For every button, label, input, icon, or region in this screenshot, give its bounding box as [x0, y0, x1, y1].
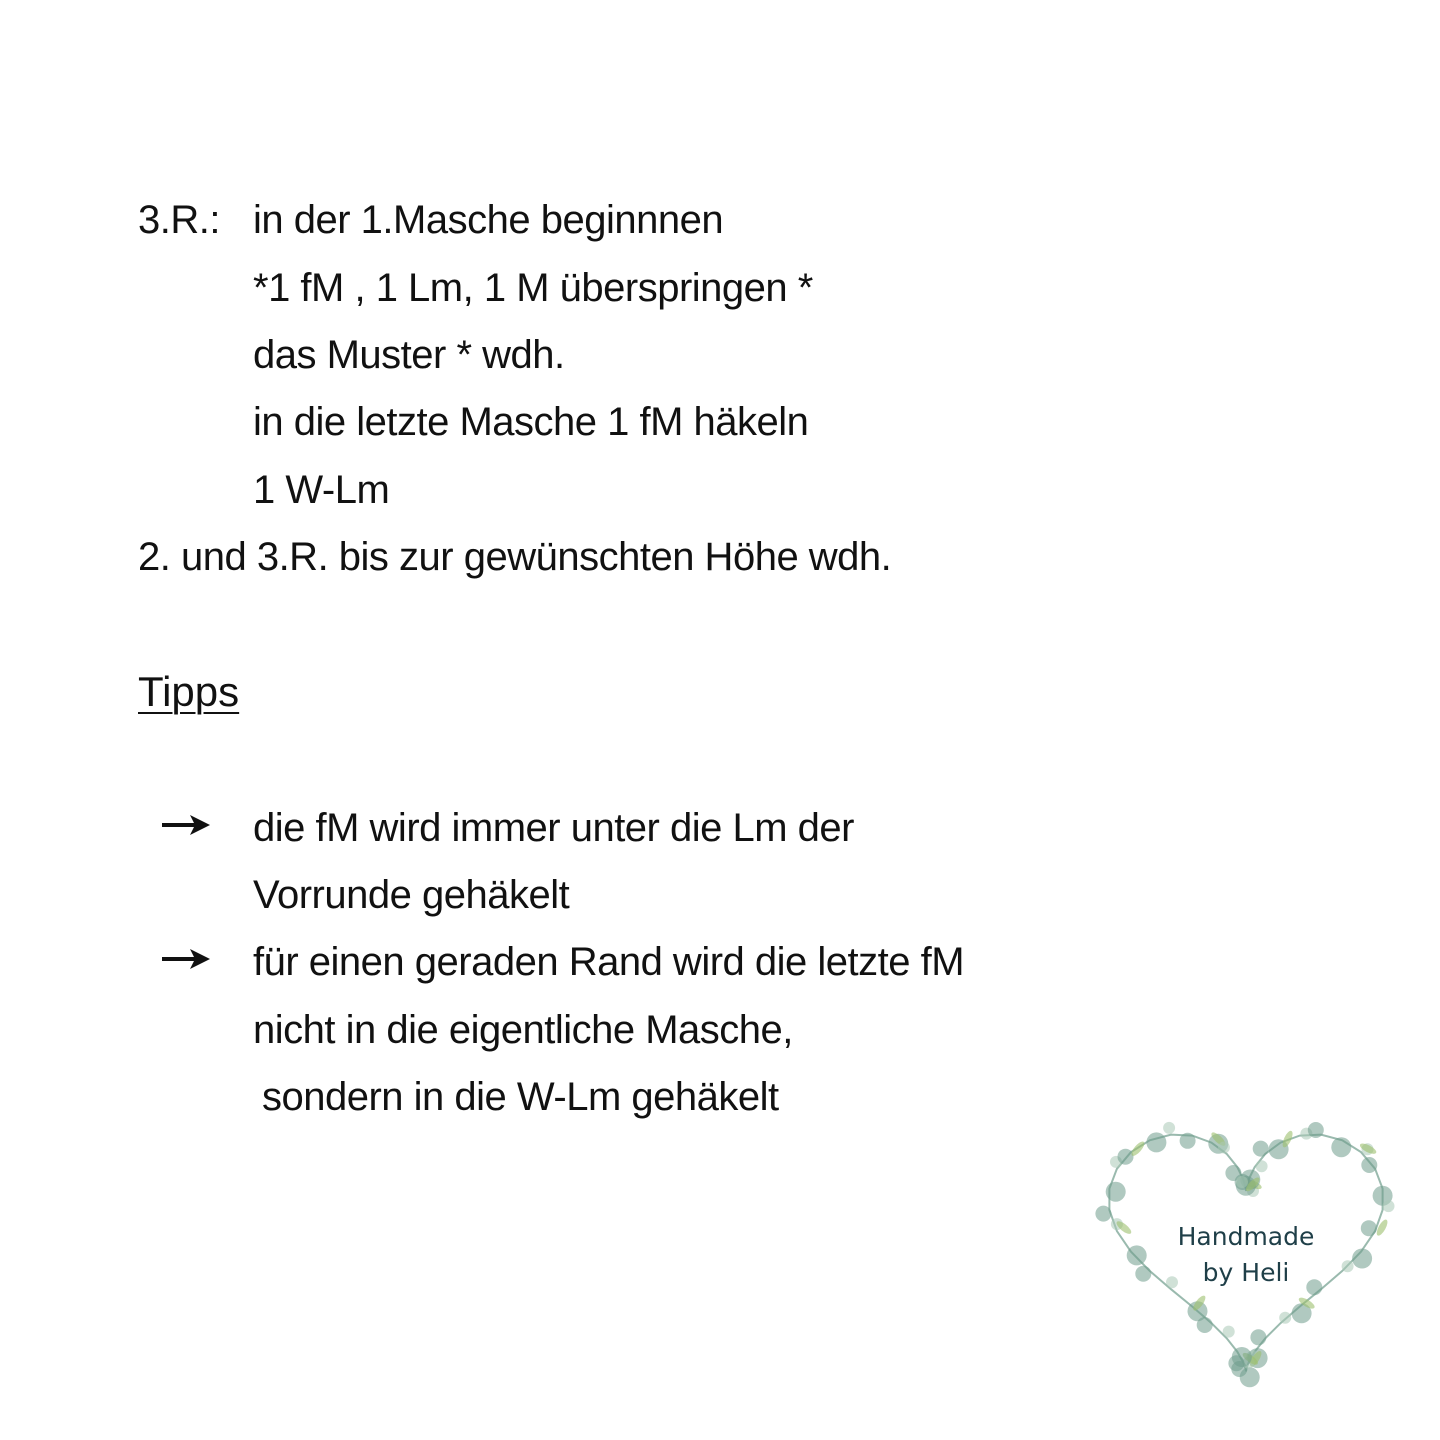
- right-arrow-icon: [160, 944, 212, 974]
- tip-2-line-3: sondern in die W-Lm gehäkelt: [262, 1075, 779, 1119]
- eucalyptus-leaf: [1279, 1312, 1291, 1324]
- eucalyptus-leaf: [1095, 1206, 1111, 1222]
- eucalyptus-leaf: [1331, 1137, 1351, 1157]
- eucalyptus-leaf: [1240, 1367, 1260, 1387]
- eucalyptus-leaf: [1106, 1182, 1126, 1202]
- eucalyptus-leaf: [1236, 1176, 1248, 1188]
- logo-text-line-1: Handmade: [1177, 1222, 1315, 1251]
- eucalyptus-leaf: [1250, 1329, 1266, 1345]
- tip-2-line-1: für einen geraden Rand wird die letzte fM: [253, 940, 965, 984]
- green-sprig: [1129, 1140, 1146, 1158]
- eucalyptus-leaf: [1163, 1122, 1175, 1134]
- row3-line-5: 1 W-Lm: [253, 468, 390, 512]
- eucalyptus-leaf: [1118, 1149, 1134, 1165]
- right-arrow-icon: [160, 810, 212, 840]
- logo-text-line-2: by Heli: [1202, 1258, 1290, 1287]
- row3-line-1: in der 1.Masche beginnnen: [253, 198, 724, 242]
- eucalyptus-leaf: [1383, 1200, 1395, 1212]
- row3-line-2: *1 fM , 1 Lm, 1 M überspringen *: [253, 266, 813, 310]
- eucalyptus-leaf: [1223, 1326, 1235, 1338]
- eucalyptus-leaf: [1146, 1132, 1166, 1152]
- eucalyptus-leaf: [1180, 1133, 1196, 1149]
- eucalyptus-leaf: [1256, 1160, 1268, 1172]
- row3-line-3: das Muster * wdh.: [253, 333, 565, 377]
- repeat-instruction: 2. und 3.R. bis zur gewünschten Höhe wdh.: [138, 535, 892, 579]
- eucalyptus-leaf: [1361, 1157, 1377, 1173]
- eucalyptus-leaf: [1308, 1122, 1324, 1138]
- tips-heading: Tipps: [138, 668, 240, 715]
- eucalyptus-leaf: [1232, 1347, 1252, 1367]
- tip-1-line-1: die fM wird immer unter die Lm der: [253, 806, 854, 850]
- tip-2-line-2: nicht in die eigentliche Masche,: [253, 1008, 793, 1052]
- row3-label: 3.R.:: [138, 198, 220, 242]
- tip-1-line-2: Vorrunde gehäkelt: [253, 873, 570, 917]
- eucalyptus-leaf: [1253, 1141, 1269, 1157]
- row3-line-4: in die letzte Masche 1 fM häkeln: [253, 400, 809, 444]
- eucalyptus-leaf: [1218, 1142, 1230, 1154]
